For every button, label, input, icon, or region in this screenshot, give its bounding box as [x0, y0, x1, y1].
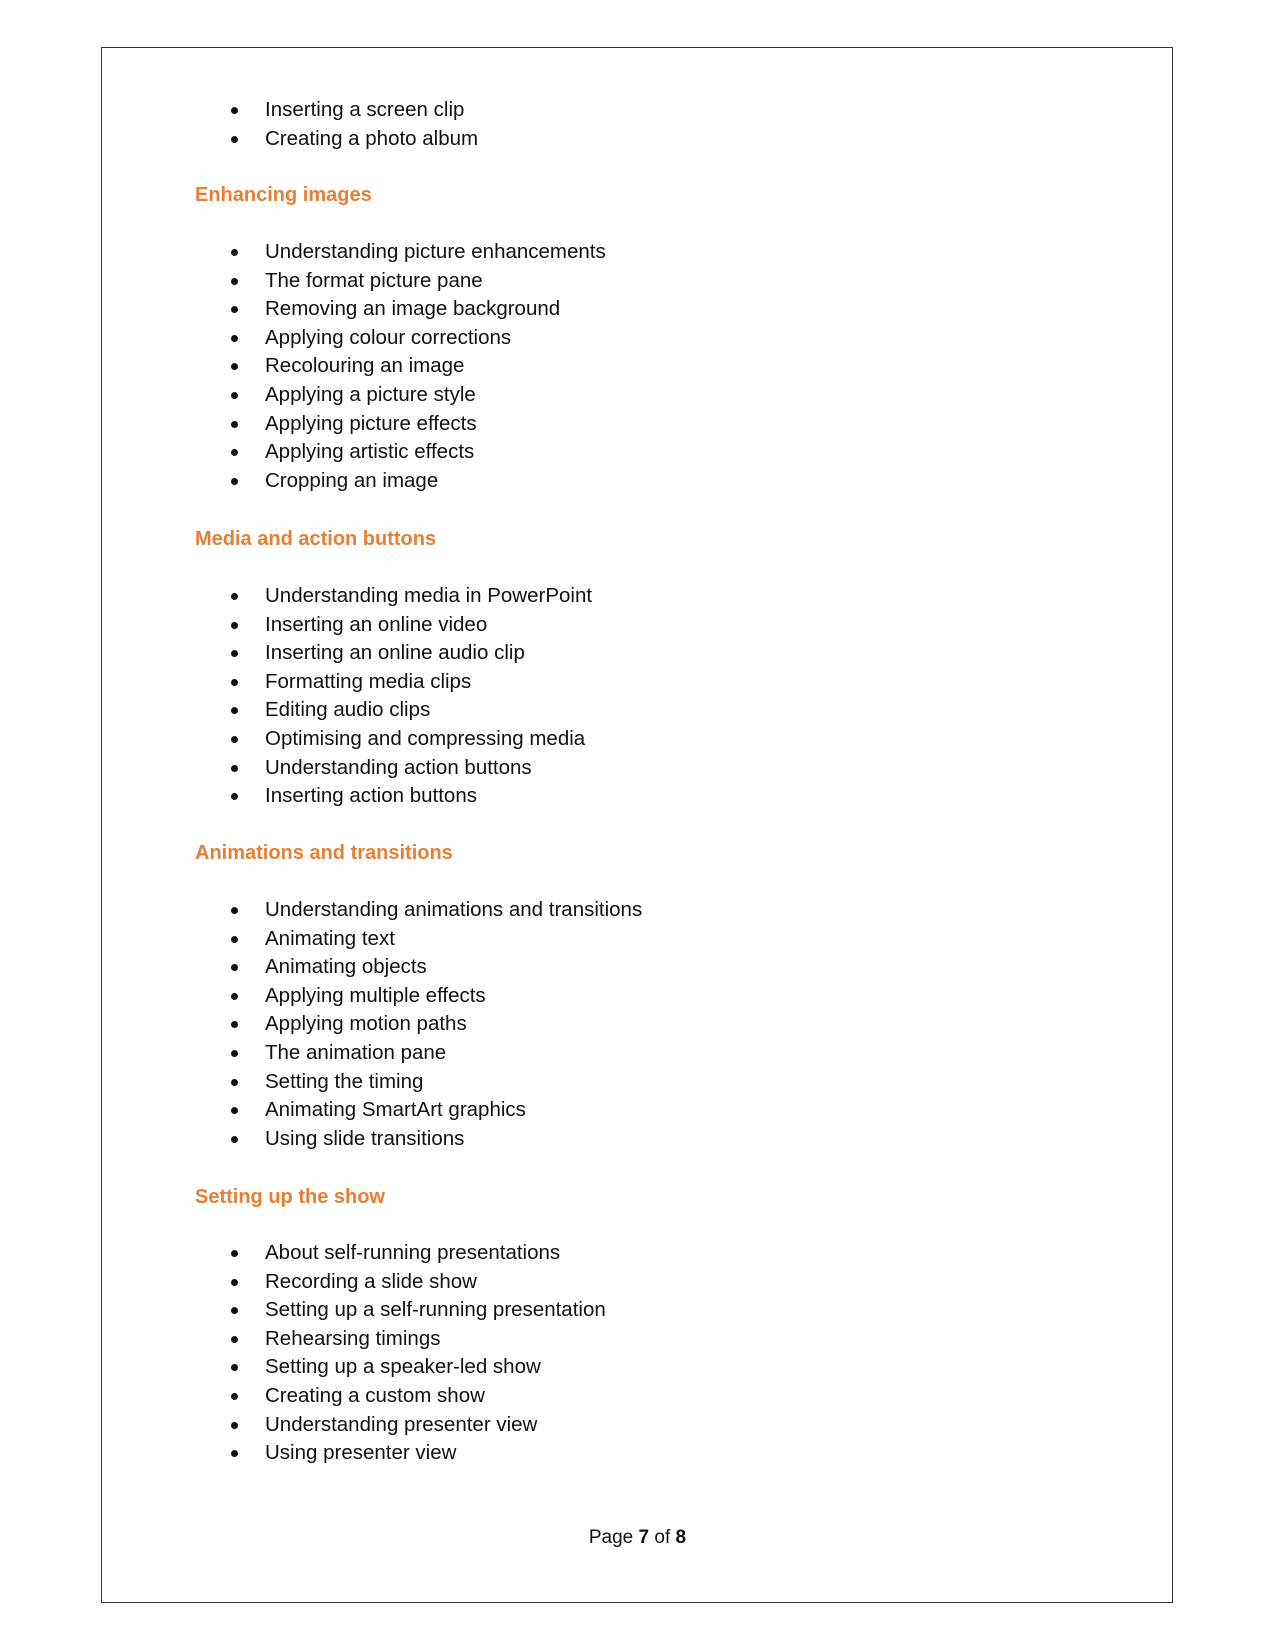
bullet-icon — [231, 993, 238, 1000]
footer-total-pages: 8 — [675, 1527, 687, 1548]
bullet-icon — [231, 707, 238, 714]
list-item: Understanding picture enhancements — [0, 238, 606, 267]
list-item: Inserting a screen clip — [0, 96, 478, 125]
page-number-footer — [0, 1526, 1275, 1550]
list-item: Setting up a speaker-led show — [0, 1353, 606, 1382]
bullet-list-media-and-action-buttons — [0, 582, 592, 811]
bullet-list-enhancing-images — [0, 238, 606, 495]
list-item: The animation pane — [0, 1039, 642, 1068]
list-item: Creating a photo album — [0, 125, 478, 154]
section-heading-animations-and-transitions: Animations and transitions — [195, 842, 453, 864]
list-item: Applying picture effects — [0, 410, 606, 439]
bullet-icon — [231, 650, 238, 657]
bullet-icon — [231, 736, 238, 743]
bullet-icon — [231, 793, 238, 800]
list-item: Understanding presenter view — [0, 1411, 606, 1440]
list-item: Optimising and compressing media — [0, 725, 592, 754]
list-item: Removing an image background — [0, 295, 606, 324]
bullet-icon — [231, 421, 238, 428]
bullet-icon — [231, 278, 238, 285]
bullet-icon — [231, 335, 238, 342]
list-item: Animating text — [0, 925, 642, 954]
bullet-icon — [231, 1364, 238, 1371]
bullet-icon — [231, 392, 238, 399]
list-item: Applying a picture style — [0, 381, 606, 410]
list-item: Animating objects — [0, 953, 642, 982]
list-item: Applying multiple effects — [0, 982, 642, 1011]
bullet-icon — [231, 363, 238, 370]
list-item: Recording a slide show — [0, 1268, 606, 1297]
list-item: Cropping an image — [0, 467, 606, 496]
bullet-icon — [231, 1107, 238, 1114]
list-item: Understanding animations and transitions — [0, 896, 642, 925]
list-item: Formatting media clips — [0, 668, 592, 697]
bullet-icon — [231, 1079, 238, 1086]
bullet-list-setting-up-the-show — [0, 1239, 606, 1468]
bullet-icon — [231, 679, 238, 686]
bullet-list-animations-and-transitions — [0, 896, 642, 1153]
bullet-icon — [231, 306, 238, 313]
list-item: Understanding action buttons — [0, 754, 592, 783]
list-item: Inserting action buttons — [0, 782, 592, 811]
bullet-icon — [231, 1422, 238, 1429]
footer-page-word: Page — [588, 1527, 634, 1548]
list-item: Applying colour corrections — [0, 324, 606, 353]
section-heading-setting-up-the-show: Setting up the show — [195, 1186, 385, 1208]
list-item: The format picture pane — [0, 267, 606, 296]
list-item: Applying artistic effects — [0, 438, 606, 467]
bullet-icon — [231, 1279, 238, 1286]
bullet-icon — [231, 449, 238, 456]
bullet-icon — [231, 1250, 238, 1257]
bullet-icon — [231, 1307, 238, 1314]
bullet-icon — [231, 107, 238, 114]
bullet-icon — [231, 1021, 238, 1028]
bullet-icon — [231, 765, 238, 772]
bullet-icon — [231, 622, 238, 629]
section-heading-enhancing-images: Enhancing images — [195, 184, 372, 206]
list-item: Animating SmartArt graphics — [0, 1096, 642, 1125]
list-item: Inserting an online video — [0, 611, 592, 640]
list-item: Recolouring an image — [0, 352, 606, 381]
bullet-icon — [231, 136, 238, 143]
bullet-icon — [231, 1393, 238, 1400]
list-item: About self-running presentations — [0, 1239, 606, 1268]
bullet-icon — [231, 478, 238, 485]
list-item: Using presenter view — [0, 1439, 606, 1468]
list-item: Rehearsing timings — [0, 1325, 606, 1354]
list-item: Editing audio clips — [0, 696, 592, 725]
bullet-icon — [231, 1336, 238, 1343]
footer-of-word: of — [654, 1527, 671, 1548]
bullet-icon — [231, 1136, 238, 1143]
list-item: Applying motion paths — [0, 1010, 642, 1039]
bullet-list-continued — [0, 96, 478, 153]
section-heading-media-and-action-buttons: Media and action buttons — [195, 528, 437, 550]
bullet-icon — [231, 907, 238, 914]
list-item: Setting up a self-running presentation — [0, 1296, 606, 1325]
bullet-icon — [231, 593, 238, 600]
list-item: Inserting an online audio clip — [0, 639, 592, 668]
bullet-icon — [231, 1050, 238, 1057]
bullet-icon — [231, 1450, 238, 1457]
footer-current-page: 7 — [638, 1527, 650, 1548]
bullet-icon — [231, 249, 238, 256]
list-item: Creating a custom show — [0, 1382, 606, 1411]
bullet-icon — [231, 936, 238, 943]
bullet-icon — [231, 964, 238, 971]
list-item: Using slide transitions — [0, 1125, 642, 1154]
list-item: Understanding media in PowerPoint — [0, 582, 592, 611]
list-item: Setting the timing — [0, 1068, 642, 1097]
